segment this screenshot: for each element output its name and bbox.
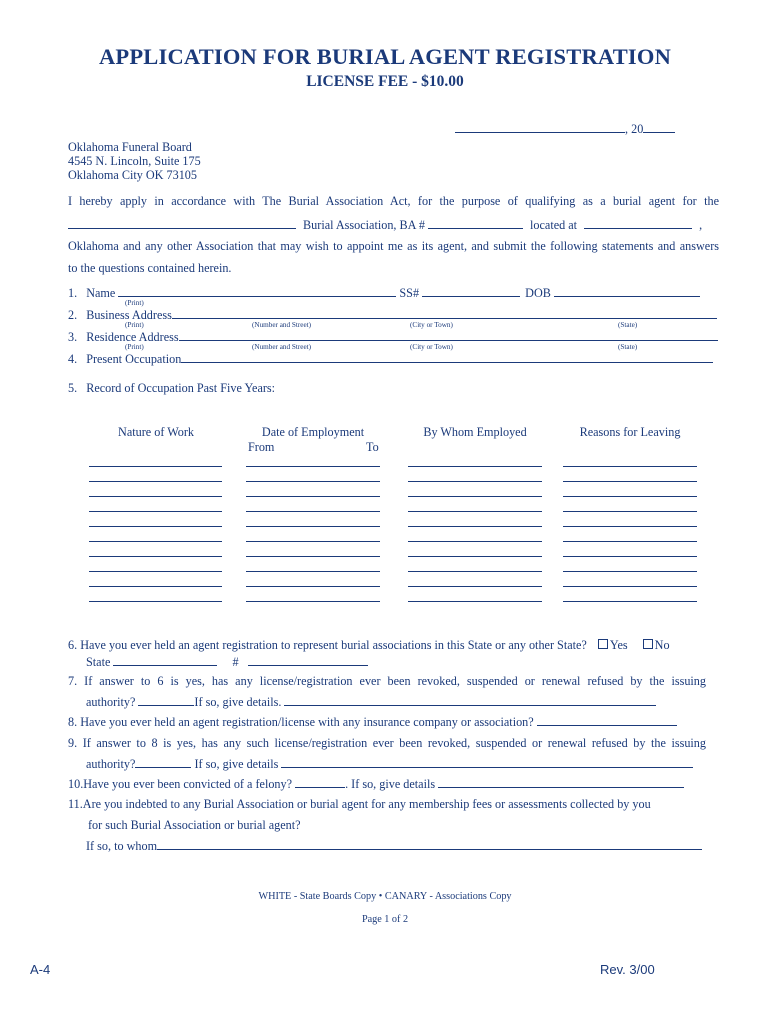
q6-state-row: State # [86, 654, 368, 670]
employment-dates-field[interactable] [246, 556, 380, 557]
business-address-field[interactable] [172, 307, 717, 319]
date-line: , 20 [455, 121, 675, 137]
hint-number-street: (Number and Street) [252, 321, 312, 329]
hint-print: (Print) [125, 343, 144, 351]
nature-of-work-field[interactable] [89, 496, 222, 497]
q9-details-field[interactable] [281, 756, 693, 768]
employment-dates-field[interactable] [246, 526, 380, 527]
hint-print: (Print) [125, 321, 144, 329]
page-number: Page 1 of 2 [361, 914, 409, 925]
dob-field[interactable] [554, 285, 700, 297]
business-address-row: 2. Business Address [68, 307, 717, 323]
license-fee-subtitle: LICENSE FEE - $10.00 [306, 73, 464, 90]
q10-row: 10.Have you ever been convicted of a felony? . If so, give details [68, 776, 684, 792]
nature-of-work-field[interactable] [89, 556, 222, 557]
hint-city: (City or Town) [410, 321, 453, 329]
revision-label: Rev. 3/00 [600, 962, 655, 977]
employment-dates-field[interactable] [246, 586, 380, 587]
nature-of-work-field[interactable] [89, 481, 222, 482]
form-title: APPLICATION FOR BURIAL AGENT REGISTRATION [98, 44, 672, 69]
col-header-date: Date of Employment [261, 425, 365, 439]
nature-of-work-field[interactable] [89, 466, 222, 467]
reason-for-leaving-field[interactable] [563, 481, 697, 482]
q11-line-2: for such Burial Association or burial agent? [88, 818, 301, 832]
q8-row: 8. Have you ever held an agent registration/license with any insurance company or association? [68, 714, 677, 730]
hint-state: (State) [618, 321, 638, 329]
q7-line-2: authority? If so, give details. [86, 694, 656, 710]
q9-answer-field[interactable] [135, 756, 191, 768]
year-field[interactable] [643, 121, 675, 133]
intro-line-2: Burial Association, BA # located at , [68, 217, 719, 233]
employment-dates-field[interactable] [246, 541, 380, 542]
q7-answer-field[interactable] [138, 694, 194, 706]
form-id: A-4 [30, 962, 51, 977]
yes-checkbox[interactable] [598, 639, 608, 649]
occupation-record-label: 5. Record of Occupation Past Five Years: [68, 381, 276, 395]
nature-of-work-field[interactable] [89, 511, 222, 512]
employer-field[interactable] [408, 466, 542, 467]
reason-for-leaving-field[interactable] [563, 511, 697, 512]
q11-line-3: If so, to whom [86, 838, 702, 854]
nature-of-work-field[interactable] [89, 571, 222, 572]
present-occupation-field[interactable] [181, 351, 713, 363]
employer-field[interactable] [408, 601, 542, 602]
hint-city: (City or Town) [410, 343, 453, 351]
residence-address-field[interactable] [179, 329, 718, 341]
reason-for-leaving-field[interactable] [563, 601, 697, 602]
employment-dates-field[interactable] [246, 571, 380, 572]
col-header-nature: Nature of Work [118, 425, 194, 439]
creditor-field[interactable] [157, 838, 702, 850]
employer-field[interactable] [408, 481, 542, 482]
ssn-field[interactable] [422, 285, 520, 297]
residence-address-row: 3. Residence Address [68, 329, 718, 345]
occupation-row: 4. Present Occupation [68, 351, 713, 367]
nature-of-work-field[interactable] [89, 601, 222, 602]
q7-line-1: 7. If answer to 6 is yes, has any license/registration ever been revoked, suspended or renewal refused by the issuing [68, 674, 706, 688]
q8-answer-field[interactable] [537, 714, 677, 726]
date-field[interactable] [455, 121, 625, 133]
hint-state: (State) [618, 343, 638, 351]
association-name-field[interactable] [68, 217, 296, 229]
address-line: Oklahoma City OK 73105 [68, 168, 197, 182]
col-header-reasons: Reasons for Leaving [579, 425, 681, 439]
reason-for-leaving-field[interactable] [563, 526, 697, 527]
q9-line-2: authority? If so, give details [86, 756, 693, 772]
q9-line-1: 9. If answer to 8 is yes, has any such license/registration ever been revoked, suspended or renewal refused by the issuing [68, 736, 706, 750]
employer-field[interactable] [408, 526, 542, 527]
board-address [68, 140, 201, 182]
employment-dates-field[interactable] [246, 481, 380, 482]
ba-number-field[interactable] [428, 217, 523, 229]
reason-for-leaving-field[interactable] [563, 466, 697, 467]
reason-for-leaving-field[interactable] [563, 586, 697, 587]
no-checkbox[interactable] [643, 639, 653, 649]
nature-of-work-field[interactable] [89, 541, 222, 542]
intro-line-3: Oklahoma and any other Association that may wish to appoint me as its agent, and submit the following statements and answers [68, 239, 719, 253]
reason-for-leaving-field[interactable] [563, 541, 697, 542]
q6-row: 6. Have you ever held an agent registration to represent burial associations in this State or any other State? Yes No [68, 638, 670, 652]
name-field[interactable] [118, 285, 396, 297]
hint-number-street: (Number and Street) [252, 343, 312, 351]
employment-dates-field[interactable] [246, 466, 380, 467]
col-subheader-to: To [366, 440, 379, 454]
q11-line-1: 11.Are you indebted to any Burial Association or burial agent for any membership fees or assessments collected by you [68, 797, 651, 811]
employer-field[interactable] [408, 541, 542, 542]
felony-answer-field[interactable] [295, 776, 345, 788]
nature-of-work-field[interactable] [89, 586, 222, 587]
state-field[interactable] [113, 654, 217, 666]
address-line: 4545 N. Lincoln, Suite 175 [68, 154, 201, 168]
copy-distribution: WHITE - State Boards Copy • CANARY - Associations Copy [258, 891, 512, 902]
employer-field[interactable] [408, 556, 542, 557]
address-line: Oklahoma Funeral Board [68, 140, 192, 154]
intro-line-1: I hereby apply in accordance with The Burial Association Act, for the purpose of qualifying as a burial agent for the [68, 194, 719, 208]
intro-line-4: to the questions contained herein. [68, 261, 232, 275]
employer-field[interactable] [408, 586, 542, 587]
name-row: 1. Name SS# DOB [68, 285, 700, 301]
employer-field[interactable] [408, 571, 542, 572]
print-hint: (Print) [125, 299, 144, 307]
employment-dates-field[interactable] [246, 601, 380, 602]
employer-field[interactable] [408, 496, 542, 497]
employer-field[interactable] [408, 511, 542, 512]
registration-number-field[interactable] [248, 654, 368, 666]
reason-for-leaving-field[interactable] [563, 496, 697, 497]
felony-details-field[interactable] [438, 776, 684, 788]
reason-for-leaving-field[interactable] [563, 571, 697, 572]
employment-dates-field[interactable] [246, 511, 380, 512]
q7-details-field[interactable] [284, 694, 656, 706]
nature-of-work-field[interactable] [89, 526, 222, 527]
col-subheader-from: From [248, 440, 275, 454]
reason-for-leaving-field[interactable] [563, 556, 697, 557]
col-header-employer: By Whom Employed [423, 425, 527, 439]
employment-dates-field[interactable] [246, 496, 380, 497]
location-field[interactable] [584, 217, 692, 229]
